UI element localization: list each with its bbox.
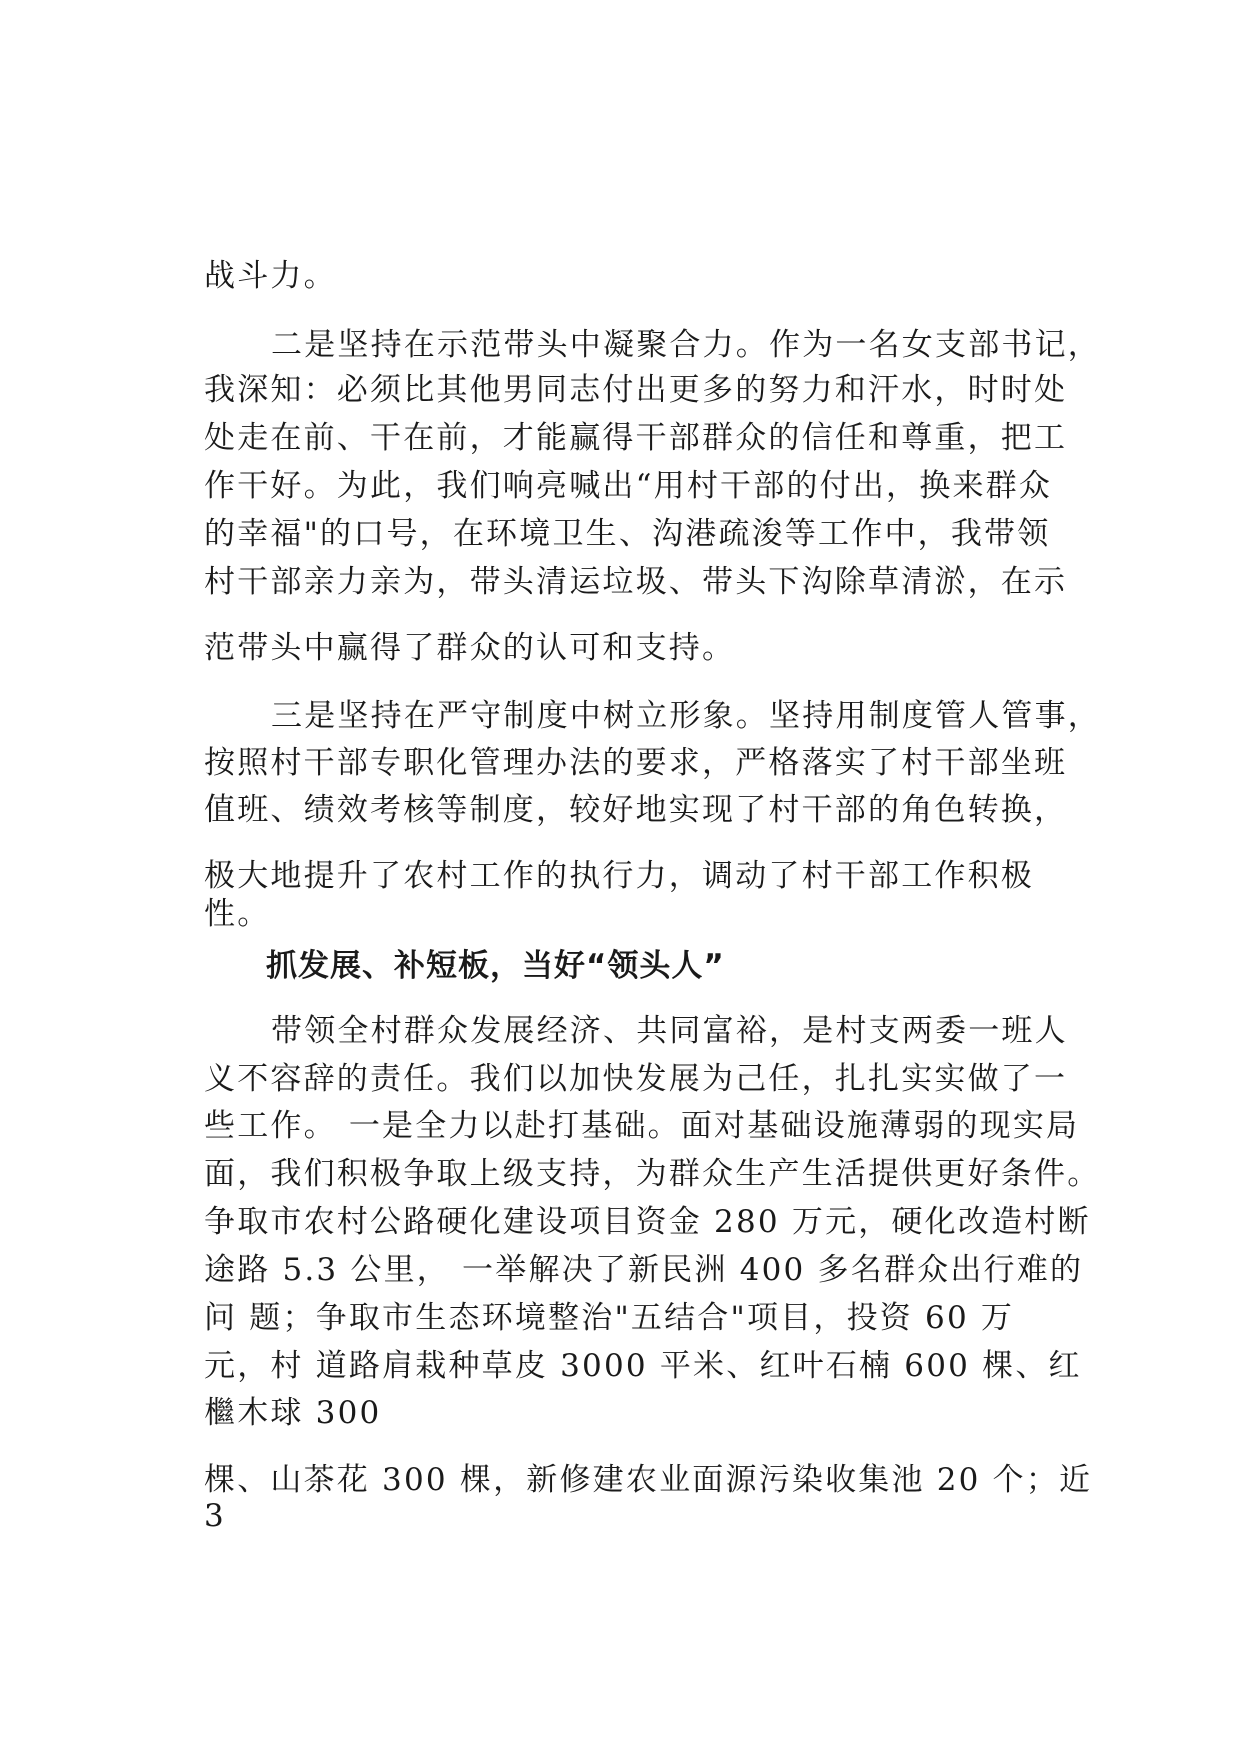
- paragraph-3-start: 三是坚持在严守制度中树立形象。坚持用制度管人管事，: [271, 698, 1101, 734]
- text-line: 战斗力。: [204, 258, 337, 294]
- text-line: 按照村干部专职化管理办法的要求，严格落实了村干部坐班: [204, 745, 1068, 781]
- text-line: 檵木球 300: [204, 1395, 382, 1431]
- text-line: 范带头中赢得了群众的认可和支持。: [204, 630, 736, 666]
- section-heading: 抓发展、补短板，当好“领头人”: [266, 948, 725, 984]
- text-line: 性。: [204, 896, 271, 932]
- text-line: 问 题；争取市生态环境整治"五结合"项目，投资 60 万: [204, 1300, 1015, 1336]
- text-line: 些工作。 一是全力以赴打基础。面对基础设施薄弱的现实局: [204, 1108, 1080, 1144]
- paragraph-4-start: 带领全村群众发展经济、共同富裕，是村支两委一班人: [271, 1013, 1068, 1049]
- text-line: 我深知：必须比其他男同志付出更多的努力和汗水，时时处: [204, 372, 1068, 408]
- paragraph-2-start: 二是坚持在示范带头中凝聚合力。作为一名女支部书记，: [271, 327, 1101, 363]
- text-line: 值班、绩效考核等制度，较好地实现了村干部的角色转换，: [204, 792, 1068, 828]
- text-line: 棵、山茶花 300 棵，新修建农业面源污染收集池 20 个；近: [204, 1462, 1093, 1498]
- text-line: 极大地提升了农村工作的执行力，调动了村干部工作积极: [204, 858, 1034, 894]
- text-line: 面，我们积极争取上级支持，为群众生产生活提供更好条件。: [204, 1156, 1101, 1192]
- text-line: 处走在前、干在前，才能赢得干部群众的信任和尊重，把工: [204, 420, 1068, 456]
- page-number: 3: [204, 1498, 226, 1534]
- text-line: 的幸福"的口号，在环境卫生、沟港疏浚等工作中，我带领: [204, 516, 1051, 552]
- text-line: 村干部亲力亲为，带头清运垃圾、带头下沟除草清淤，在示: [204, 564, 1068, 600]
- text-line: 途路 5.3 公里， 一举解决了新民洲 400 多名群众出行难的: [204, 1252, 1084, 1288]
- text-line: 元，村 道路肩栽种草皮 3000 平米、红叶石楠 600 棵、红: [204, 1348, 1082, 1384]
- text-line: 作干好。为此，我们响亮喊出“用村干部的付出，换来群众: [204, 468, 1053, 504]
- text-line: 争取市农村公路硬化建设项目资金 280 万元，硬化改造村断: [204, 1204, 1091, 1240]
- text-line: 义不容辞的责任。我们以加快发展为己任，扎扎实实做了一: [204, 1061, 1068, 1097]
